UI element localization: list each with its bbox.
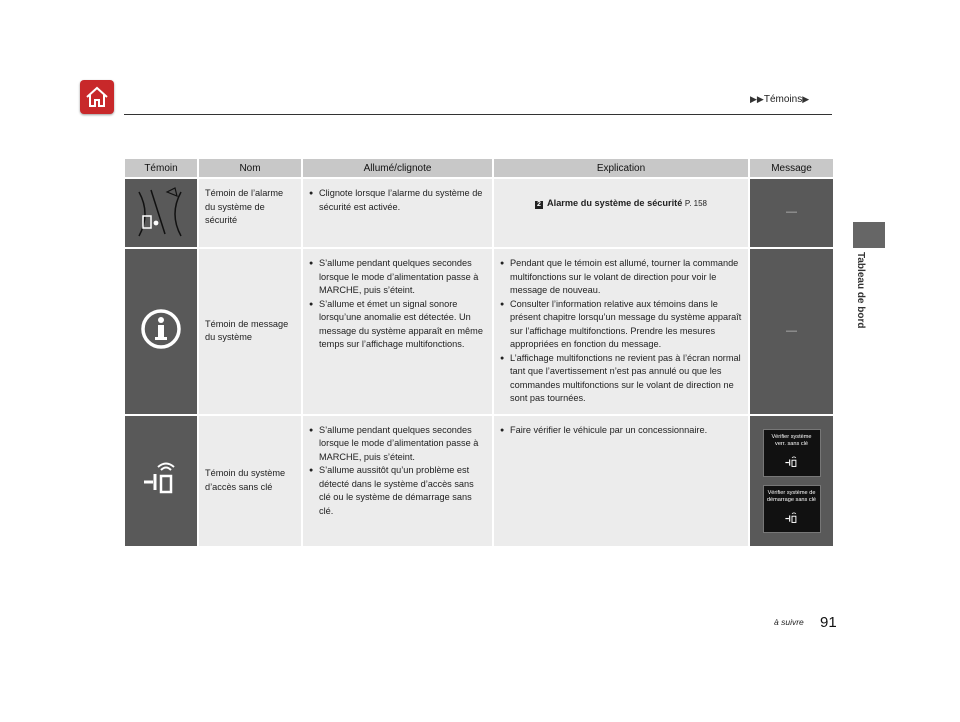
- indicator-name: Témoin du système d’accès sans clé: [199, 416, 301, 546]
- indicator-icon-cell: [125, 416, 197, 546]
- explanation: [494, 249, 748, 414]
- column-header: Allumé/clignote: [303, 159, 492, 177]
- arrow-icon: ▶▶: [750, 94, 764, 104]
- list-item: ● Faire vérifier le véhicule par un concessionnaire.: [500, 424, 742, 438]
- on-condition: [303, 179, 492, 247]
- security-alarm-icon: [131, 184, 191, 238]
- indicator-icon-cell: [125, 249, 197, 414]
- indicator-table: [123, 157, 835, 548]
- list-item: ● Consulter l’information relative aux témoins dans le présent chapitre lorsqu’un message du système apparaît sur l’affichage multifonctions. Prendre les mesures appropriées en fonction du message.: [500, 298, 742, 352]
- list-item: ● S’allume aussitôt qu’un problème est détecté dans le système d’accès sans clé ou le système de démarrage sans clé.: [309, 464, 486, 518]
- list-item: ● S’allume pendant quelques secondes lorsque le mode d’alimentation passe à MARCHE, puis s’éteint.: [309, 257, 486, 298]
- message-display: Vérifier système verr. sans clé: [763, 429, 821, 477]
- breadcrumb[interactable]: ▶▶Témoins▶: [750, 94, 810, 105]
- continue-label: à suivre: [774, 617, 804, 627]
- home-button[interactable]: [80, 80, 114, 114]
- table-header-row: [125, 159, 833, 177]
- arrow-icon: ▶: [802, 94, 810, 104]
- table-row: [125, 249, 833, 414]
- keyless-access-icon: [782, 510, 802, 524]
- message-cell: —: [750, 179, 833, 247]
- on-condition: [303, 416, 492, 546]
- header-divider: [124, 114, 832, 115]
- list-item: ● Clignote lorsque l’alarme du système de sécurité est activée.: [309, 187, 486, 214]
- list-item: ● L’affichage multifonctions ne revient pas à l’écran normal tant que l’avertissement n’est pas annulé ou que les commandes multifonctions sur le volant de direction ne sont pas tournées.: [500, 352, 742, 406]
- indicator-icon-cell: [125, 179, 197, 247]
- indicator-name: Témoin de message du système: [199, 249, 301, 414]
- section-tab[interactable]: [853, 222, 885, 248]
- column-header: Témoin: [125, 159, 197, 177]
- keyless-access-icon: [141, 460, 181, 496]
- section-label: Tableau de bord: [855, 252, 866, 329]
- info-icon: [139, 307, 183, 351]
- column-header: Explication: [494, 159, 748, 177]
- list-item: ● Pendant que le témoin est allumé, tourner la commande multifonctions sur le volant de direction pour voir le message de nouveau.: [500, 257, 742, 298]
- list-item: ● S’allume pendant quelques secondes lorsque le mode d’alimentation passe à MARCHE, puis s’éteint.: [309, 424, 486, 465]
- home-icon: [85, 85, 109, 109]
- explanation: [494, 416, 748, 546]
- message-cell: [750, 416, 833, 546]
- table-row: [125, 416, 833, 546]
- on-condition: [303, 249, 492, 414]
- keyless-access-icon: [782, 454, 802, 468]
- column-header: Message: [750, 159, 833, 177]
- indicator-name: Témoin de l’alarme du système de sécurité: [199, 179, 301, 247]
- page-reference-link[interactable]: 2 Alarme du système de sécurité P. 158: [500, 197, 742, 211]
- reference-icon: 2: [535, 201, 543, 209]
- explanation: [494, 179, 748, 247]
- page-number: 91: [820, 614, 837, 631]
- list-item: ● S’allume et émet un signal sonore lorsqu’une anomalie est détectée. Un message du système apparaît en même temps sur l’affichage multifonctions.: [309, 298, 486, 352]
- message-display: Vérifier système de démarrage sans clé: [763, 485, 821, 533]
- table-row: [125, 179, 833, 247]
- column-header: Nom: [199, 159, 301, 177]
- message-cell: —: [750, 249, 833, 414]
